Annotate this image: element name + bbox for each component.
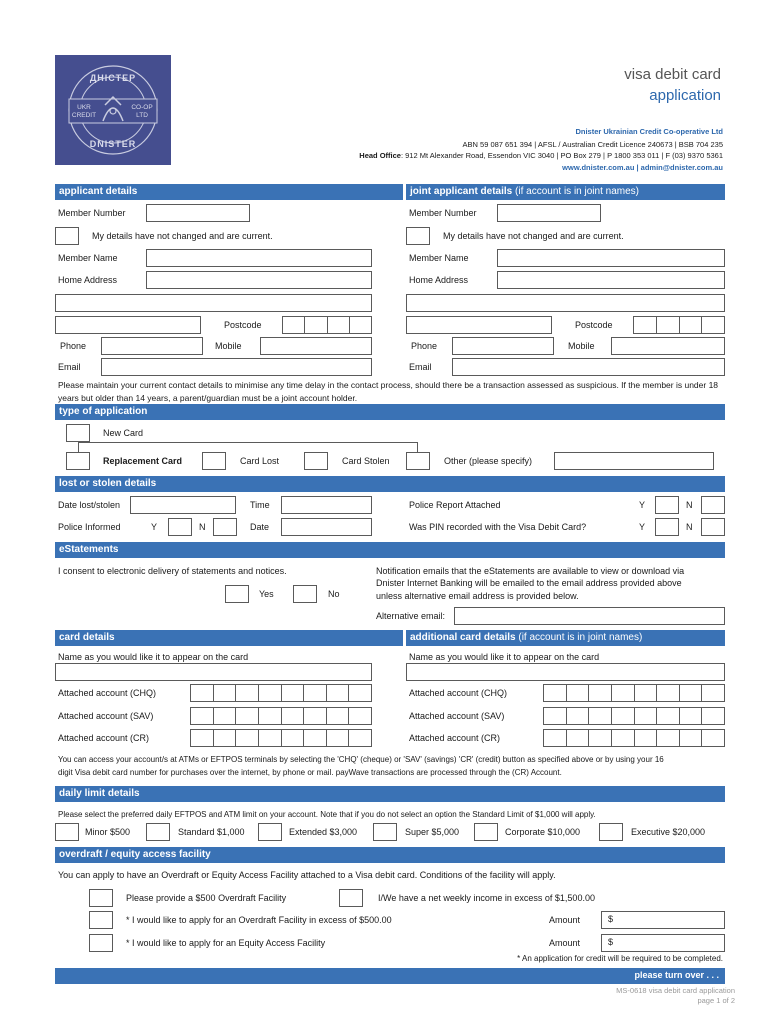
details-unchanged-label: My details have not changed and are current. <box>92 231 273 241</box>
form-code: MS-0618 visa debit card application <box>616 986 735 995</box>
estatements-yes-checkbox[interactable] <box>225 585 249 603</box>
estatements-consent-label: I consent to electronic delivery of statements and notices. <box>58 566 287 576</box>
estatements-yes-label: Yes <box>259 589 274 599</box>
police-report-label: Police Report Attached <box>409 500 501 510</box>
logo-left-text: UKR CREDIT <box>71 104 97 119</box>
org-abn: ABN 59 087 651 394 | AFSL / Australian Credit Licence 240673 | BSB 704 235 <box>462 140 723 149</box>
card-sav-label: Attached account (SAV) <box>58 711 154 721</box>
overdraft-currency: $ <box>608 914 614 924</box>
police-informed-label: Police Informed <box>58 522 121 532</box>
alt-email-input[interactable] <box>454 607 725 625</box>
date-informed-input[interactable] <box>281 518 372 536</box>
card-stolen-label: Card Stolen <box>342 456 390 466</box>
add-card-cr-label: Attached account (CR) <box>409 733 501 743</box>
police-informed-n-label: N <box>199 522 206 532</box>
joint-home-address-label: Home Address <box>409 275 469 285</box>
turn-over-bar: please turn over . . . <box>55 968 725 984</box>
pin-y-label: Y <box>639 522 646 532</box>
postcode-label: Postcode <box>224 320 262 330</box>
card-lost-label: Card Lost <box>240 456 280 466</box>
add-card-sav-label: Attached account (SAV) <box>409 711 505 721</box>
pin-y-checkbox[interactable] <box>655 518 679 536</box>
section-additional-card-header: additional card details (if account is in joint names) <box>406 630 725 646</box>
pin-n-checkbox[interactable] <box>701 518 725 536</box>
logo-top-text: ДНІСТЕР <box>89 73 137 83</box>
equity-amount-label: Amount <box>549 938 581 948</box>
estatements-note-line2: Dnister Internet Banking will be emailed to the email address provided above <box>376 578 682 588</box>
joint-member-number-input[interactable] <box>497 204 601 222</box>
income-checkbox[interactable] <box>339 889 363 907</box>
section-joint-header: joint applicant details (if account is in joint names) <box>406 184 725 200</box>
add-card-sav-input[interactable] <box>543 707 725 725</box>
address-line-2-input[interactable] <box>55 294 372 312</box>
joint-postcode-label: Postcode <box>575 320 613 330</box>
add-card-chq-input[interactable] <box>543 684 725 702</box>
time-label: Time <box>250 500 270 510</box>
home-address-label: Home Address <box>58 275 118 285</box>
address-line-3-input[interactable] <box>55 316 201 334</box>
limit-standard-checkbox[interactable] <box>146 823 170 841</box>
date-informed-label: Date <box>250 522 270 532</box>
joint-details-unchanged-label: My details have not changed and are current. <box>443 231 624 241</box>
joint-member-name-label: Member Name <box>409 253 469 263</box>
access-note-line2: digit Visa debit card number for purchases over the internet, by phone or mail. payWave transactions are processed through the (CR) Account. <box>58 768 562 777</box>
overdraft-500-checkbox[interactable] <box>89 889 113 907</box>
equity-checkbox[interactable] <box>89 934 113 952</box>
other-checkbox[interactable] <box>406 452 430 470</box>
card-name-input[interactable] <box>55 663 372 681</box>
page-title: visa debit card <box>624 66 721 83</box>
org-address <box>359 151 723 160</box>
card-chq-label: Attached account (CHQ) <box>58 688 157 698</box>
overdraft-excess-checkbox[interactable] <box>89 911 113 929</box>
replacement-bracket <box>78 442 418 452</box>
police-report-y-label: Y <box>639 500 646 510</box>
mobile-input[interactable] <box>260 337 372 355</box>
time-input[interactable] <box>281 496 372 514</box>
estatements-no-checkbox[interactable] <box>293 585 317 603</box>
replacement-card-label: Replacement Card <box>103 456 183 466</box>
date-lost-input[interactable] <box>130 496 236 514</box>
org-web: www.dnister.com.au | admin@dnister.com.au <box>562 163 723 172</box>
new-card-checkbox[interactable] <box>66 424 90 442</box>
estatements-note-line1: Notification emails that the eStatements are available to view or download via <box>376 566 685 576</box>
limit-corporate-label: Corporate $10,000 <box>505 827 581 837</box>
overdraft-intro: You can apply to have an Overdraft or Equity Access Facility attached to a Visa debit card. Conditions of the facility will apply. <box>58 870 556 880</box>
phone-input[interactable] <box>101 337 203 355</box>
card-sav-input[interactable] <box>190 707 372 725</box>
section-applicant-header: applicant details <box>55 184 403 200</box>
daily-limit-note: Please select the preferred daily EFTPOS and ATM limit on your account. Note that if you do not select an option the Standard Limit of $1,000 will apply. <box>58 810 596 819</box>
add-card-name-input[interactable] <box>406 663 725 681</box>
card-lost-checkbox[interactable] <box>202 452 226 470</box>
add-card-chq-label: Attached account (CHQ) <box>409 688 508 698</box>
overdraft-amount-label: Amount <box>549 915 581 925</box>
overdraft-amount-input[interactable] <box>601 911 725 929</box>
dnister-logo <box>55 55 171 165</box>
org-name: Dnister Ukrainian Credit Co-operative Ltd <box>575 127 723 136</box>
section-type-header: type of application <box>55 404 725 420</box>
phone-label: Phone <box>60 341 87 351</box>
overdraft-500-label: Please provide a $500 Overdraft Facility <box>126 893 287 903</box>
head-office-value: : 912 Mt Alexander Road, Essendon VIC 3040 | PO Box 279 | P 1800 353 011 | F (03) 9370 5361 <box>400 151 723 160</box>
joint-address-line-2-input[interactable] <box>406 294 725 312</box>
page-subtitle: application <box>649 87 721 104</box>
limit-extended-checkbox[interactable] <box>258 823 282 841</box>
joint-email-label: Email <box>409 362 432 372</box>
joint-address-line-3-input[interactable] <box>406 316 552 334</box>
section-card-header: card details <box>55 630 403 646</box>
details-unchanged-checkbox[interactable] <box>55 227 79 245</box>
credit-footnote: * An application for credit will be required to be completed. <box>517 954 723 963</box>
card-name-label: Name as you would like it to appear on the card <box>58 652 249 662</box>
equity-amount-input[interactable] <box>601 934 725 952</box>
section-estatements-header: eStatements <box>55 542 725 558</box>
contact-note: Please maintain your current contact details to minimise any time delay in the contact process, should there be a transaction assessed as suspicious. If the member is under 18 years but older than 14 years, a parent/guardian must be a joint account holder. <box>58 380 719 403</box>
home-address-input[interactable] <box>146 271 372 289</box>
page-number: page 1 of 2 <box>697 996 735 1005</box>
postcode-input[interactable] <box>282 316 372 334</box>
section-overdraft-header: overdraft / equity access facility <box>55 847 725 863</box>
joint-member-name-input[interactable] <box>497 249 725 267</box>
limit-super-checkbox[interactable] <box>373 823 397 841</box>
add-card-name-label: Name as you would like it to appear on the card <box>409 652 600 662</box>
estatements-note-line3: unless alternative email address is provided below. <box>376 591 579 601</box>
card-cr-input[interactable] <box>190 729 372 747</box>
income-label: I/We have a net weekly income in excess of $1,500.00 <box>378 893 595 903</box>
overdraft-excess-label: * I would like to apply for an Overdraft Facility in excess of $500.00 <box>126 915 392 925</box>
section-daily-limit-header: daily limit details <box>55 786 725 802</box>
police-report-y-checkbox[interactable] <box>655 496 679 514</box>
replacement-card-checkbox[interactable] <box>66 452 90 470</box>
access-note-line1: You can access your account/s at ATMs or EFTPOS terminals by selecting the 'CHQ' (cheque) or 'SAV' (savings) 'CR' (credit) button as specified above or by using your 16 <box>58 755 664 764</box>
police-informed-n-checkbox[interactable] <box>213 518 237 536</box>
date-lost-label: Date lost/stolen <box>58 500 121 510</box>
limit-executive-label: Executive $20,000 <box>631 827 706 837</box>
equity-currency: $ <box>608 937 614 947</box>
head-office-label: Head Office <box>359 151 401 160</box>
card-stolen-checkbox[interactable] <box>304 452 328 470</box>
police-report-n-checkbox[interactable] <box>701 496 725 514</box>
limit-extended-label: Extended $3,000 <box>289 827 358 837</box>
logo-bottom-text: DNISTER <box>89 139 137 149</box>
limit-corporate-checkbox[interactable] <box>474 823 498 841</box>
limit-standard-label: Standard $1,000 <box>178 827 245 837</box>
joint-phone-input[interactable] <box>452 337 554 355</box>
joint-details-unchanged-checkbox[interactable] <box>406 227 430 245</box>
pin-n-label: N <box>686 522 693 532</box>
add-card-cr-input[interactable] <box>543 729 725 747</box>
section-lost-header: lost or stolen details <box>55 476 725 492</box>
logo-right-text: CO-OP LTD <box>131 104 153 119</box>
joint-home-address-input[interactable] <box>497 271 725 289</box>
estatements-no-label: No <box>328 589 340 599</box>
joint-phone-label: Phone <box>411 341 438 351</box>
equity-label: * I would like to apply for an Equity Access Facility <box>126 938 326 948</box>
email-input[interactable] <box>101 358 372 376</box>
limit-super-label: Super $5,000 <box>405 827 460 837</box>
card-cr-label: Attached account (CR) <box>58 733 150 743</box>
other-specify-input[interactable] <box>554 452 714 470</box>
police-informed-y-checkbox[interactable] <box>168 518 192 536</box>
member-name-input[interactable] <box>146 249 372 267</box>
joint-postcode-input[interactable] <box>633 316 725 334</box>
police-report-n-label: N <box>686 500 693 510</box>
member-number-label: Member Number <box>58 208 126 218</box>
police-informed-y-label: Y <box>151 522 158 532</box>
limit-executive-checkbox[interactable] <box>599 823 623 841</box>
limit-minor-checkbox[interactable] <box>55 823 79 841</box>
joint-member-number-label: Member Number <box>409 208 477 218</box>
joint-mobile-label: Mobile <box>568 341 595 351</box>
card-chq-input[interactable] <box>190 684 372 702</box>
new-card-label: New Card <box>103 428 144 438</box>
other-label: Other (please specify) <box>444 456 533 466</box>
email-label: Email <box>58 362 81 372</box>
joint-email-input[interactable] <box>452 358 725 376</box>
alt-email-label: Alternative email: <box>376 611 446 621</box>
mobile-label: Mobile <box>215 341 242 351</box>
limit-minor-label: Minor $500 <box>85 827 131 837</box>
pin-recorded-label: Was PIN recorded with the Visa Debit Card? <box>409 522 587 532</box>
member-name-label: Member Name <box>58 253 118 263</box>
joint-mobile-input[interactable] <box>611 337 725 355</box>
member-number-input[interactable] <box>146 204 250 222</box>
